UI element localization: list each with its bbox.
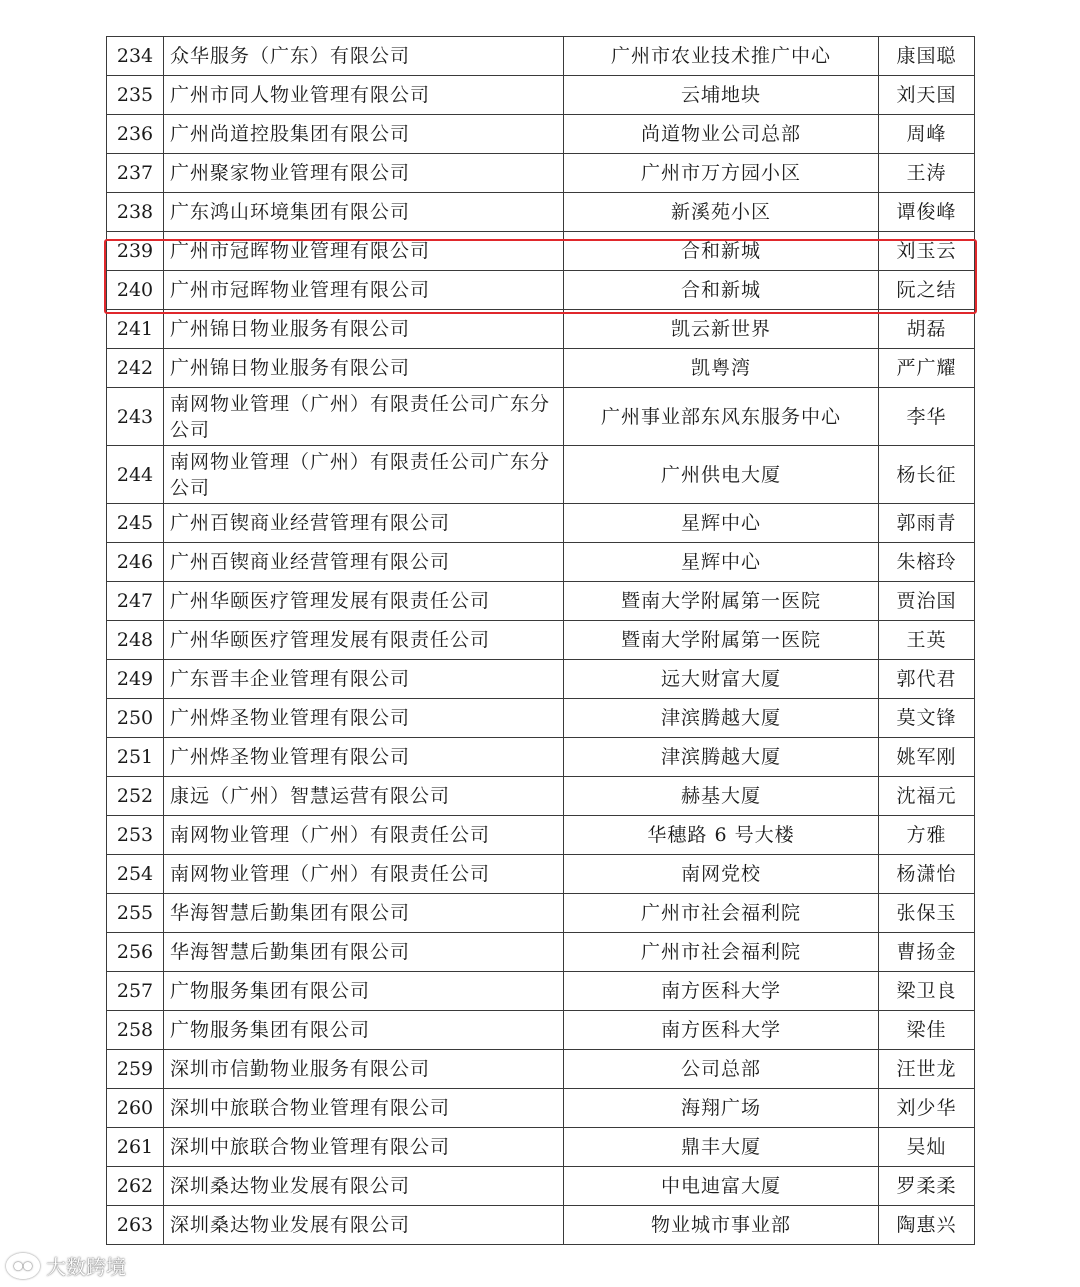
person-cell: 贾治国 <box>879 582 975 621</box>
table-row <box>107 504 975 543</box>
company-cell: 深圳桑达物业发展有限公司 <box>164 1206 564 1245</box>
table-row <box>107 933 975 972</box>
table-row <box>107 699 975 738</box>
table-row <box>107 816 975 855</box>
location-cell: 津滨腾越大厦 <box>564 738 879 777</box>
table-row <box>107 193 975 232</box>
row-number: 237 <box>107 154 164 193</box>
company-cell: 广州百锲商业经营管理有限公司 <box>164 504 564 543</box>
location-cell: 远大财富大厦 <box>564 660 879 699</box>
row-number: 253 <box>107 816 164 855</box>
location-cell: 暨南大学附属第一医院 <box>564 582 879 621</box>
row-number: 242 <box>107 349 164 388</box>
table-row <box>107 738 975 777</box>
location-cell: 合和新城 <box>564 271 879 310</box>
company-cell: 南网物业管理（广州）有限责任公司 <box>164 855 564 894</box>
row-number: 249 <box>107 660 164 699</box>
location-cell: 鼎丰大厦 <box>564 1128 879 1167</box>
location-cell: 暨南大学附属第一医院 <box>564 621 879 660</box>
company-cell: 南网物业管理（广州）有限责任公司广东分公司 <box>164 388 564 446</box>
person-cell: 梁卫良 <box>879 972 975 1011</box>
person-cell: 姚军刚 <box>879 738 975 777</box>
location-cell: 凯粤湾 <box>564 349 879 388</box>
row-number: 246 <box>107 543 164 582</box>
table-row <box>107 972 975 1011</box>
row-number: 255 <box>107 894 164 933</box>
company-cell: 广物服务集团有限公司 <box>164 972 564 1011</box>
table-row <box>107 271 975 310</box>
location-cell: 南方医科大学 <box>564 1011 879 1050</box>
table-row <box>107 543 975 582</box>
table-row <box>107 894 975 933</box>
speech-bubble-icon: ●● <box>6 1253 40 1279</box>
table-row <box>107 37 975 76</box>
location-cell: 津滨腾越大厦 <box>564 699 879 738</box>
person-cell: 郭代君 <box>879 660 975 699</box>
company-cell: 广东鸿山环境集团有限公司 <box>164 193 564 232</box>
location-cell: 新溪苑小区 <box>564 193 879 232</box>
table-row <box>107 310 975 349</box>
person-cell: 刘天国 <box>879 76 975 115</box>
table-row <box>107 1206 975 1245</box>
table-row <box>107 1128 975 1167</box>
company-cell: 广州烨圣物业管理有限公司 <box>164 738 564 777</box>
row-number: 243 <box>107 388 164 446</box>
company-cell: 众华服务（广东）有限公司 <box>164 37 564 76</box>
location-cell: 广州供电大厦 <box>564 446 879 504</box>
row-number: 250 <box>107 699 164 738</box>
award-list-table <box>106 36 975 1245</box>
location-cell: 广州市社会福利院 <box>564 933 879 972</box>
table-row <box>107 232 975 271</box>
person-cell: 王涛 <box>879 154 975 193</box>
table-row <box>107 1167 975 1206</box>
person-cell: 王英 <box>879 621 975 660</box>
location-cell: 中电迪富大厦 <box>564 1167 879 1206</box>
company-cell: 广州华颐医疗管理发展有限责任公司 <box>164 582 564 621</box>
table-row <box>107 446 975 504</box>
table-row <box>107 1089 975 1128</box>
row-number: 244 <box>107 446 164 504</box>
person-cell: 杨长征 <box>879 446 975 504</box>
table-row <box>107 621 975 660</box>
company-cell: 广州烨圣物业管理有限公司 <box>164 699 564 738</box>
company-cell: 广州聚家物业管理有限公司 <box>164 154 564 193</box>
person-cell: 梁佳 <box>879 1011 975 1050</box>
location-cell: 合和新城 <box>564 232 879 271</box>
row-number: 258 <box>107 1011 164 1050</box>
watermark <box>6 1251 126 1280</box>
row-number: 240 <box>107 271 164 310</box>
person-cell: 刘少华 <box>879 1089 975 1128</box>
row-number: 248 <box>107 621 164 660</box>
row-number: 262 <box>107 1167 164 1206</box>
watermark-text: 大数跨境 <box>46 1255 126 1279</box>
location-cell: 广州事业部东风东服务中心 <box>564 388 879 446</box>
company-cell: 深圳中旅联合物业管理有限公司 <box>164 1128 564 1167</box>
person-cell: 方雅 <box>879 816 975 855</box>
company-cell: 广州市冠晖物业管理有限公司 <box>164 271 564 310</box>
location-cell: 赫基大厦 <box>564 777 879 816</box>
location-cell: 广州市社会福利院 <box>564 894 879 933</box>
person-cell: 曹扬金 <box>879 933 975 972</box>
table-row <box>107 777 975 816</box>
table-row <box>107 115 975 154</box>
row-number: 235 <box>107 76 164 115</box>
person-cell: 罗柔柔 <box>879 1167 975 1206</box>
person-cell: 刘玉云 <box>879 232 975 271</box>
person-cell: 胡磊 <box>879 310 975 349</box>
location-cell: 广州市万方园小区 <box>564 154 879 193</box>
company-cell: 康远（广州）智慧运营有限公司 <box>164 777 564 816</box>
row-number: 241 <box>107 310 164 349</box>
company-cell: 深圳市信勤物业服务有限公司 <box>164 1050 564 1089</box>
person-cell: 康国聪 <box>879 37 975 76</box>
row-number: 261 <box>107 1128 164 1167</box>
company-cell: 华海智慧后勤集团有限公司 <box>164 933 564 972</box>
location-cell: 广州市农业技术推广中心 <box>564 37 879 76</box>
row-number: 256 <box>107 933 164 972</box>
person-cell: 李华 <box>879 388 975 446</box>
company-cell: 广州锦日物业服务有限公司 <box>164 349 564 388</box>
row-number: 263 <box>107 1206 164 1245</box>
row-number: 238 <box>107 193 164 232</box>
location-cell: 华穗路 6 号大楼 <box>564 816 879 855</box>
location-cell: 凯云新世界 <box>564 310 879 349</box>
table-row <box>107 349 975 388</box>
row-number: 251 <box>107 738 164 777</box>
row-number: 254 <box>107 855 164 894</box>
company-cell: 南网物业管理（广州）有限责任公司 <box>164 816 564 855</box>
person-cell: 阮之结 <box>879 271 975 310</box>
person-cell: 汪世龙 <box>879 1050 975 1089</box>
row-number: 259 <box>107 1050 164 1089</box>
company-cell: 广州尚道控股集团有限公司 <box>164 115 564 154</box>
row-number: 236 <box>107 115 164 154</box>
person-cell: 周峰 <box>879 115 975 154</box>
company-cell: 华海智慧后勤集团有限公司 <box>164 894 564 933</box>
row-number: 239 <box>107 232 164 271</box>
person-cell: 张保玉 <box>879 894 975 933</box>
table-body <box>107 37 975 1245</box>
company-cell: 广州市冠晖物业管理有限公司 <box>164 232 564 271</box>
table-row <box>107 76 975 115</box>
table-row <box>107 388 975 446</box>
company-cell: 广州锦日物业服务有限公司 <box>164 310 564 349</box>
location-cell: 星辉中心 <box>564 543 879 582</box>
row-number: 257 <box>107 972 164 1011</box>
person-cell: 郭雨青 <box>879 504 975 543</box>
person-cell: 谭俊峰 <box>879 193 975 232</box>
location-cell: 云埔地块 <box>564 76 879 115</box>
person-cell: 沈福元 <box>879 777 975 816</box>
table-row <box>107 1050 975 1089</box>
location-cell: 尚道物业公司总部 <box>564 115 879 154</box>
person-cell: 朱榕玲 <box>879 543 975 582</box>
company-cell: 广东晋丰企业管理有限公司 <box>164 660 564 699</box>
person-cell: 杨潇怡 <box>879 855 975 894</box>
person-cell: 吴灿 <box>879 1128 975 1167</box>
location-cell: 物业城市事业部 <box>564 1206 879 1245</box>
table-row <box>107 582 975 621</box>
location-cell: 公司总部 <box>564 1050 879 1089</box>
location-cell: 海翔广场 <box>564 1089 879 1128</box>
location-cell: 星辉中心 <box>564 504 879 543</box>
row-number: 234 <box>107 37 164 76</box>
person-cell: 严广耀 <box>879 349 975 388</box>
location-cell: 南网党校 <box>564 855 879 894</box>
company-cell: 广州华颐医疗管理发展有限责任公司 <box>164 621 564 660</box>
company-cell: 广物服务集团有限公司 <box>164 1011 564 1050</box>
location-cell: 南方医科大学 <box>564 972 879 1011</box>
table-row <box>107 660 975 699</box>
table-row <box>107 154 975 193</box>
person-cell: 莫文锋 <box>879 699 975 738</box>
company-cell: 南网物业管理（广州）有限责任公司广东分公司 <box>164 446 564 504</box>
row-number: 247 <box>107 582 164 621</box>
table-row <box>107 855 975 894</box>
company-cell: 广州百锲商业经营管理有限公司 <box>164 543 564 582</box>
table-row <box>107 1011 975 1050</box>
row-number: 252 <box>107 777 164 816</box>
company-cell: 深圳中旅联合物业管理有限公司 <box>164 1089 564 1128</box>
row-number: 245 <box>107 504 164 543</box>
company-cell: 广州市同人物业管理有限公司 <box>164 76 564 115</box>
person-cell: 陶惠兴 <box>879 1206 975 1245</box>
row-number: 260 <box>107 1089 164 1128</box>
company-cell: 深圳桑达物业发展有限公司 <box>164 1167 564 1206</box>
